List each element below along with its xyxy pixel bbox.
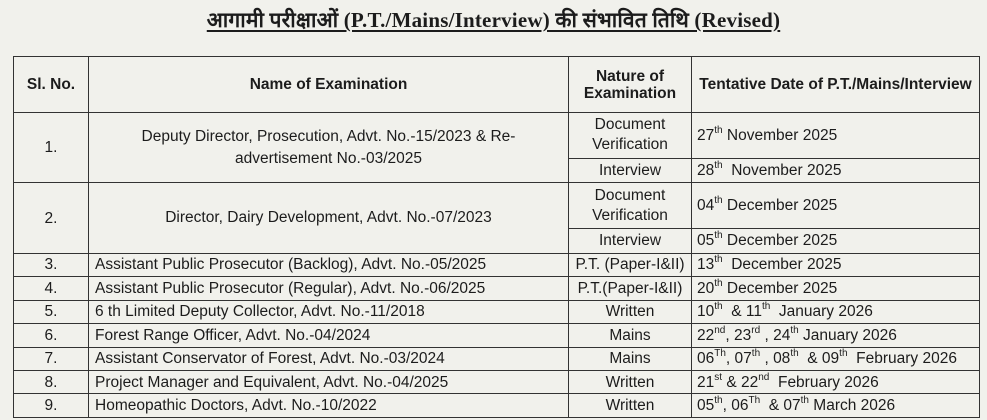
- table-row: [14, 113, 980, 159]
- table-row: [14, 371, 980, 394]
- nature-of-examination-cell: Interview: [569, 229, 692, 254]
- sl-no-cell: 1.: [14, 113, 89, 183]
- date-number: 13: [697, 256, 715, 274]
- header-sl-no: Sl. No.: [14, 57, 89, 113]
- date-text: ,: [725, 326, 734, 344]
- table-row: [14, 183, 980, 229]
- table-row: [14, 277, 980, 300]
- nature-of-examination-cell: Mains: [569, 324, 692, 347]
- date-number: 21: [697, 373, 715, 391]
- table-row: [14, 300, 980, 323]
- date-number: 07: [734, 350, 752, 368]
- tentative-date-cell: [692, 158, 980, 183]
- date-ordinal: th: [714, 301, 723, 313]
- tentative-date-cell: [692, 113, 980, 159]
- tentative-date-cell: [692, 394, 980, 418]
- date-number: 07: [783, 397, 801, 415]
- table-body: [14, 113, 980, 418]
- date-number: 04: [697, 197, 715, 215]
- sl-no-cell: 4.: [14, 277, 89, 300]
- sl-no-cell: 3.: [14, 253, 89, 276]
- examination-name-cell: Assistant Public Prosecutor (Regular), Advt. No.-06/2025: [89, 277, 569, 300]
- nature-of-examination-cell: Document Verification: [569, 113, 692, 159]
- examination-name-cell: Director, Dairy Development, Advt. No.-07/2023: [89, 183, 569, 253]
- date-text: &: [722, 303, 746, 321]
- date-number: 28: [697, 162, 715, 180]
- tentative-date-cell: [692, 253, 980, 276]
- date-text: December 2025: [722, 232, 838, 250]
- nature-of-examination-cell: P.T. (Paper-I&II): [569, 253, 692, 276]
- sl-no-cell: 2.: [14, 183, 89, 253]
- date-text: &: [722, 373, 741, 391]
- date-text: &: [798, 350, 822, 368]
- tentative-date-cell: [692, 277, 980, 300]
- nature-of-examination-cell: Written: [569, 394, 692, 418]
- tentative-date-cell: [692, 371, 980, 394]
- date-ordinal: st: [714, 371, 723, 383]
- table-header-row: [14, 57, 980, 113]
- date-text: December 2025: [722, 256, 842, 274]
- date-text: ,: [760, 350, 774, 368]
- date-number: 05: [697, 232, 715, 250]
- table-row: [14, 394, 980, 418]
- date-number: 22: [740, 373, 759, 391]
- table-row: [14, 253, 980, 276]
- date-number: 11: [745, 303, 762, 321]
- date-ordinal: rd: [751, 324, 761, 336]
- date-number: 23: [734, 326, 752, 344]
- date-ordinal: th: [790, 348, 799, 360]
- sl-no-cell: 9.: [14, 394, 89, 418]
- tentative-date-cell: [692, 324, 980, 347]
- header-nature-of-examination: Nature of Examination: [569, 57, 692, 113]
- date-ordinal: th: [714, 159, 723, 171]
- exam-schedule-table: [13, 56, 980, 418]
- examination-name-cell: Assistant Conservator of Forest, Advt. No.-03/2024: [89, 347, 569, 370]
- date-text: December 2025: [722, 279, 838, 297]
- examination-name-cell: Forest Range Officer, Advt. No.-04/2024: [89, 324, 569, 347]
- date-number: 10: [697, 303, 715, 321]
- date-ordinal: Th: [748, 395, 761, 407]
- examination-name-cell: Deputy Director, Prosecution, Advt. No.-15/2023 & Re-advertisement No.-03/2025: [89, 113, 569, 183]
- date-ordinal: th: [790, 324, 799, 336]
- nature-of-examination-cell: Interview: [569, 158, 692, 183]
- date-text: February 2026: [847, 350, 957, 368]
- tentative-date-cell: [692, 229, 980, 254]
- date-text: January 2026: [798, 326, 897, 344]
- date-ordinal: th: [800, 395, 809, 407]
- tentative-date-cell: [692, 347, 980, 370]
- date-text: March 2026: [809, 397, 896, 415]
- date-text: February 2026: [769, 373, 879, 391]
- header-tentative-date: Tentative Date of P.T./Mains/Interview: [692, 57, 980, 113]
- date-ordinal: nd: [758, 371, 770, 383]
- nature-of-examination-cell: Document Verification: [569, 183, 692, 229]
- date-ordinal: Th: [714, 348, 726, 360]
- examination-name-cell: 6 th Limited Deputy Collector, Advt. No.-11/2018: [89, 300, 569, 323]
- date-text: ,: [725, 350, 735, 368]
- date-text: January 2026: [770, 303, 873, 321]
- date-ordinal: th: [714, 395, 723, 407]
- date-number: 22: [697, 326, 715, 344]
- date-text: November 2025: [722, 126, 838, 144]
- date-ordinal: th: [751, 348, 761, 360]
- date-ordinal: th: [714, 195, 723, 207]
- sl-no-cell: 8.: [14, 371, 89, 394]
- header-name-of-examination: Name of Examination: [89, 57, 569, 113]
- tentative-date-cell: [692, 183, 980, 229]
- date-number: 24: [773, 326, 791, 344]
- date-ordinal: nd: [714, 324, 726, 336]
- nature-of-examination-cell: Mains: [569, 347, 692, 370]
- date-number: 27: [697, 126, 715, 144]
- notice-title: आगामी परीक्षाओं (P.T./Mains/Interview) की संभावित तिथि (Revised): [206, 8, 781, 32]
- date-number: 09: [821, 350, 840, 368]
- date-ordinal: th: [714, 124, 723, 136]
- date-number: 06: [697, 350, 715, 368]
- date-number: 08: [773, 350, 791, 368]
- sl-no-cell: 7.: [14, 347, 89, 370]
- date-ordinal: th: [714, 254, 723, 266]
- date-text: November 2025: [722, 162, 842, 180]
- table-row: [14, 324, 980, 347]
- date-text: December 2025: [722, 197, 838, 215]
- date-number: 06: [731, 397, 749, 415]
- date-ordinal: th: [761, 301, 771, 313]
- date-text: ,: [760, 326, 774, 344]
- sl-no-cell: 5.: [14, 300, 89, 323]
- date-ordinal: th: [839, 348, 848, 360]
- date-ordinal: th: [714, 277, 723, 289]
- nature-of-examination-cell: P.T.(Paper-I&II): [569, 277, 692, 300]
- date-number: 05: [697, 397, 715, 415]
- table-row: [14, 347, 980, 370]
- examination-name-cell: Project Manager and Equivalent, Advt. No.-04/2025: [89, 371, 569, 394]
- date-number: 20: [697, 279, 715, 297]
- tentative-date-cell: [692, 300, 980, 323]
- date-ordinal: th: [714, 230, 723, 242]
- nature-of-examination-cell: Written: [569, 300, 692, 323]
- date-text: &: [760, 397, 784, 415]
- sl-no-cell: 6.: [14, 324, 89, 347]
- examination-name-cell: Assistant Public Prosecutor (Backlog), Advt. No.-05/2025: [89, 253, 569, 276]
- nature-of-examination-cell: Written: [569, 371, 692, 394]
- examination-name-cell: Homeopathic Doctors, Advt. No.-10/2022: [89, 394, 569, 418]
- date-text: ,: [722, 397, 732, 415]
